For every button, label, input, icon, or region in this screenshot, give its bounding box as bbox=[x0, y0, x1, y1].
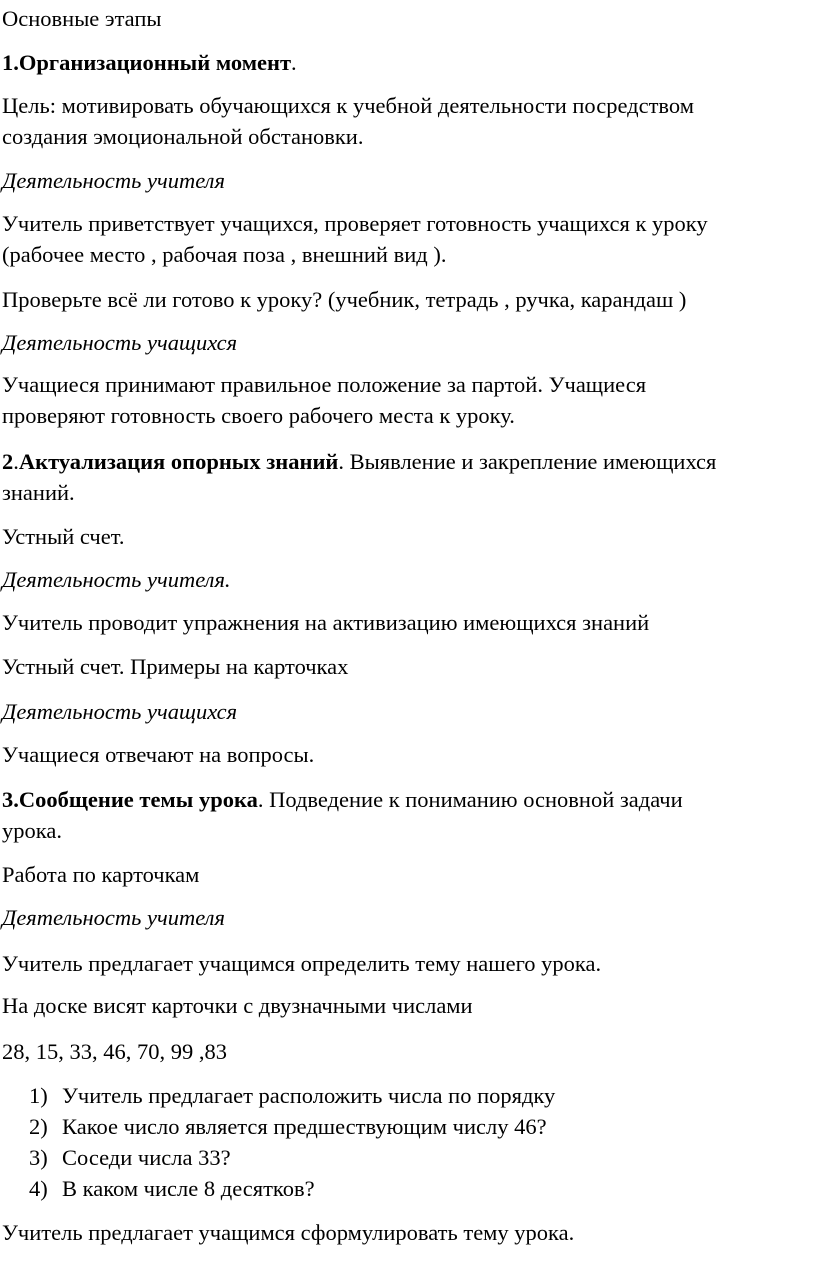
section2-oral: Устный счет. bbox=[2, 524, 125, 549]
section1-goal-line2: создания эмоциональной обстановки. bbox=[2, 124, 364, 149]
section1-goal-line1: Цель: мотивировать обучающихся к учебной деятельности посредством bbox=[2, 93, 694, 118]
section1-heading-tail: . bbox=[291, 50, 297, 75]
section3-heading-line2: урока. bbox=[2, 818, 62, 843]
section3-heading-tail: . Подведение к пониманию основной задачи bbox=[257, 787, 683, 812]
list-item-text: Какое число является предшествующим числу 46? bbox=[62, 1114, 547, 1139]
list-item bbox=[2, 1080, 555, 1111]
list-item-number: 3) bbox=[29, 1145, 48, 1170]
section3-heading bbox=[2, 784, 683, 846]
section2-heading-bold: Актуализация опорных знаний bbox=[18, 449, 339, 474]
section2-oral-examples: Устный счет. Примеры на карточках bbox=[2, 654, 349, 679]
list-item-number: 2) bbox=[29, 1114, 48, 1139]
list-item-text: В каком числе 8 десятков? bbox=[62, 1176, 315, 1201]
list-item-text: Учитель предлагает расположить числа по порядку bbox=[62, 1083, 556, 1108]
list-item bbox=[2, 1142, 555, 1173]
section1-teacher-text bbox=[2, 208, 708, 270]
section2-num: 2 bbox=[2, 449, 14, 474]
doc-title: Основные этапы bbox=[2, 6, 162, 31]
list-item bbox=[2, 1173, 555, 1204]
list-item bbox=[2, 1111, 555, 1142]
list-item-text: Соседи числа 33? bbox=[62, 1145, 231, 1170]
section3-numbers: 28, 15, 33, 46, 70, 99 ,83 bbox=[2, 1039, 227, 1064]
section1-heading-bold: 1.Организационный момент bbox=[2, 50, 292, 75]
section2-teacher-text: Учитель проводит упражнения на активизацию имеющихся знаний bbox=[2, 610, 650, 635]
section3-heading-bold: 3.Сообщение темы урока bbox=[2, 787, 258, 812]
section3-question-list bbox=[2, 1080, 555, 1204]
section3-final: Учитель предлагает учащимся сформулировать тему урока. bbox=[2, 1220, 575, 1245]
section1-students-line1: Учащиеся принимают правильное положение за партой. Учащиеся bbox=[2, 372, 647, 397]
section2-heading bbox=[2, 446, 716, 508]
list-item-number: 4) bbox=[29, 1176, 48, 1201]
section3-board-text: На доске висят карточки с двузначными числами bbox=[2, 993, 473, 1018]
section2-teacher-label: Деятельность учителя. bbox=[2, 567, 231, 592]
section1-heading bbox=[2, 47, 297, 78]
section3-teacher-text: Учитель предлагает учащимся определить тему нашего урока. bbox=[2, 951, 602, 976]
section1-teacher-line2: (рабочее место , рабочая поза , внешний вид ). bbox=[2, 242, 447, 267]
section3-teacher-label: Деятельность учителя bbox=[2, 905, 225, 930]
section1-teacher-line1: Учитель приветствует учащихся, проверяет готовность учащихся к уроку bbox=[2, 211, 708, 236]
section1-students-label: Деятельность учащихся bbox=[2, 330, 238, 355]
section2-num-dot: . bbox=[13, 449, 19, 474]
section1-students-line2: проверяют готовность своего рабочего места к уроку. bbox=[2, 403, 515, 428]
section3-cards-work: Работа по карточкам bbox=[2, 862, 200, 887]
section2-students-label: Деятельность учащихся bbox=[2, 699, 238, 724]
section2-heading-line2: знаний. bbox=[2, 480, 75, 505]
section1-goal bbox=[2, 90, 694, 152]
section2-students-text: Учащиеся отвечают на вопросы. bbox=[2, 742, 315, 767]
section1-students-text bbox=[2, 369, 646, 431]
section1-check: Проверьте всё ли готово к уроку? (учебник, тетрадь , ручка, карандаш ) bbox=[2, 287, 687, 312]
section1-teacher-label: Деятельность учителя bbox=[2, 168, 225, 193]
section2-heading-tail: . Выявление и закрепление имеющихся bbox=[338, 449, 717, 474]
list-item-number: 1) bbox=[29, 1083, 48, 1108]
